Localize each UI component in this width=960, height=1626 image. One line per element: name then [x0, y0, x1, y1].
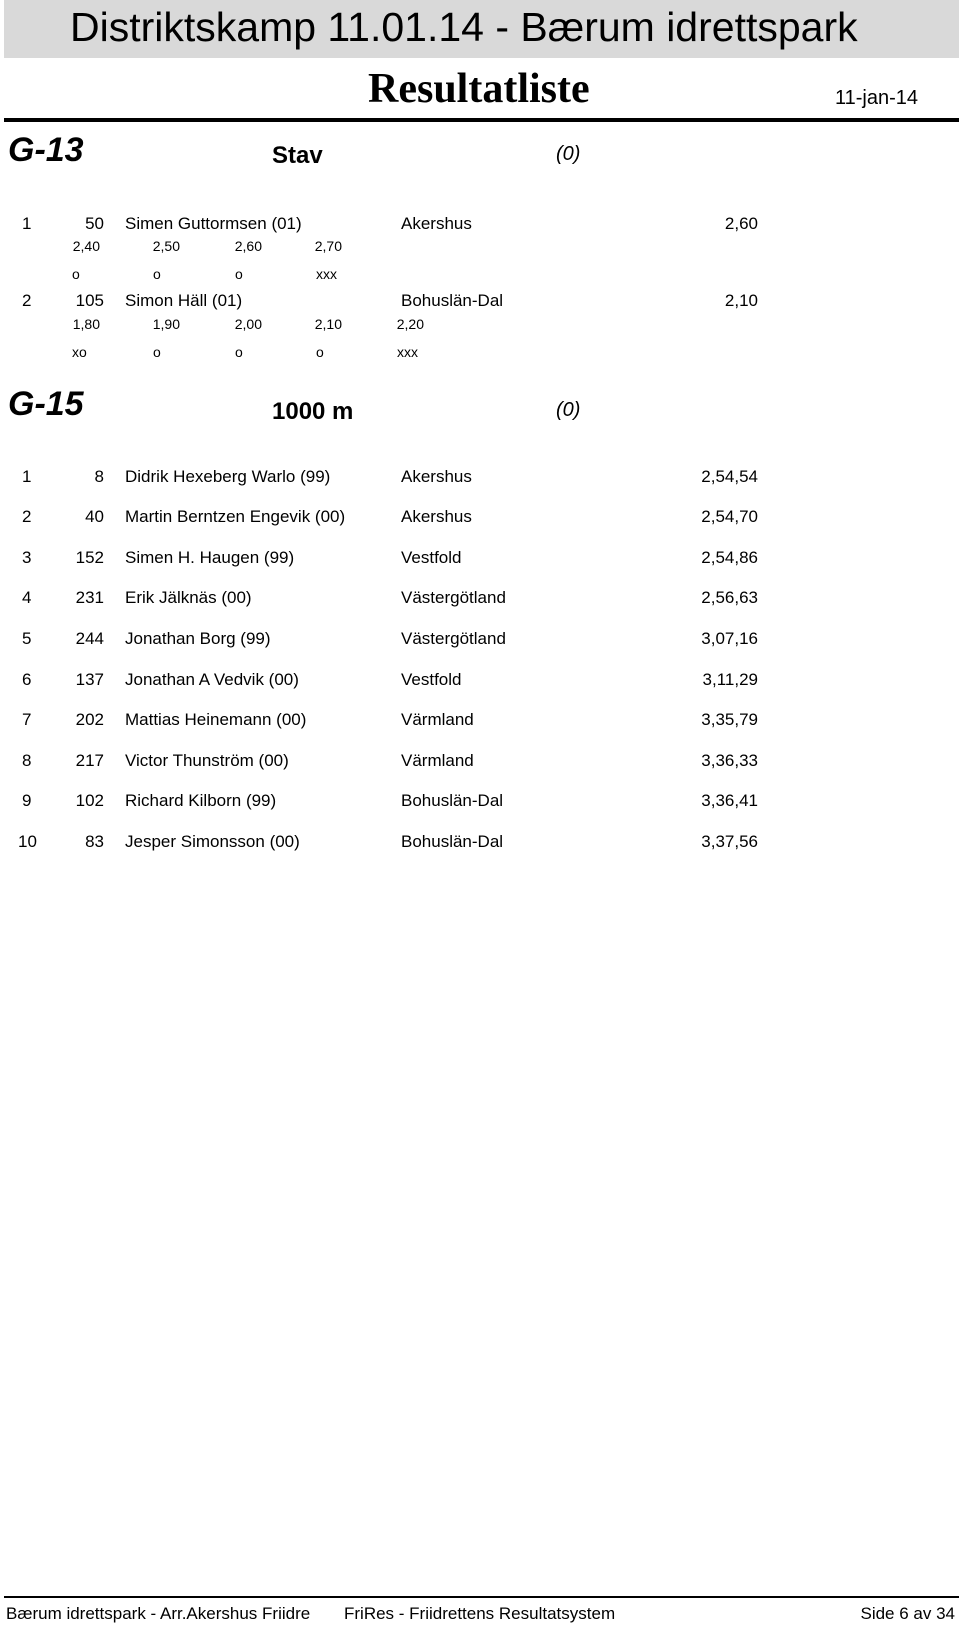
result-place: 3 [22, 548, 32, 567]
result-place: 4 [22, 588, 32, 607]
bar-height: 1,80 [72, 316, 100, 332]
section-group-label: G-13 [8, 131, 84, 169]
result-bib: 217 [75, 751, 104, 770]
result-place: 9 [22, 791, 32, 810]
result-place: 10 [18, 832, 37, 851]
result-bib: 105 [75, 291, 104, 310]
result-place: 1 [22, 467, 32, 486]
result-value: 3,36,33 [701, 751, 758, 770]
result-value: 2,10 [724, 291, 758, 310]
bar-height: 1,90 [152, 316, 180, 332]
result-bib: 231 [75, 588, 104, 607]
athlete-club: Västergötland [401, 629, 506, 648]
athlete-club: Bohuslän-Dal [401, 291, 504, 310]
result-bib: 83 [85, 832, 104, 851]
result-place: 2 [22, 507, 32, 526]
athlete-name: Simon Häll (01) [125, 291, 243, 310]
athlete-club: Vestfold [401, 670, 462, 689]
result-place: 6 [22, 670, 32, 689]
footer-page-number: Side 6 av 34 [860, 1604, 955, 1623]
athlete-name: Erik Jälknäs (00) [125, 588, 252, 607]
result-value: 3,07,16 [701, 629, 758, 648]
athlete-club: Vestfold [401, 548, 462, 567]
result-bib: 40 [85, 507, 104, 526]
attempt-mark: o [235, 266, 243, 282]
athlete-club: Västergötland [401, 588, 506, 607]
athlete-name: Jonathan Borg (99) [125, 629, 271, 648]
bar-height: 2,70 [314, 238, 342, 254]
result-place: 5 [22, 629, 32, 648]
footer-venue: Bærum idrettspark - Arr.Akershus Friidre [6, 1604, 311, 1623]
athlete-name: Simen Guttormsen (01) [125, 214, 302, 233]
attempt-mark: xxx [397, 344, 418, 360]
result-place: 7 [22, 710, 32, 729]
athlete-name: Martin Berntzen Engevik (00) [125, 507, 346, 526]
bar-height: 2,10 [314, 316, 342, 332]
attempt-mark: o [153, 344, 161, 360]
result-bib: 50 [85, 214, 104, 233]
result-bib: 152 [75, 548, 104, 567]
result-value: 3,36,41 [701, 791, 758, 810]
result-place: 8 [22, 751, 32, 770]
header-divider [4, 118, 959, 122]
bar-height: 2,40 [72, 238, 100, 254]
footer-system: FriRes - Friidrettens Resultatsystem [344, 1604, 616, 1623]
athlete-club: Värmland [401, 751, 474, 770]
athlete-club: Värmland [401, 710, 474, 729]
attempt-mark: o [235, 344, 243, 360]
title-banner [4, 0, 959, 58]
meet-title: Distriktskamp 11.01.14 - Bærum idrettspark [70, 4, 858, 50]
section-event-name: Stav [272, 142, 323, 169]
bar-height: 2,00 [234, 316, 262, 332]
result-value: 2,60 [724, 214, 758, 233]
result-bib: 8 [94, 467, 104, 486]
result-value: 2,54,54 [701, 467, 758, 486]
attempt-mark: xo [72, 344, 87, 360]
section-participant-count: (0) [556, 399, 581, 421]
result-place: 1 [22, 214, 32, 233]
athlete-club: Akershus [401, 507, 472, 526]
athlete-name: Richard Kilborn (99) [125, 791, 277, 810]
athlete-club: Akershus [401, 467, 472, 486]
result-bib: 102 [75, 791, 104, 810]
result-value: 3,35,79 [701, 710, 758, 729]
section-event-name: 1000 m [272, 398, 354, 425]
result-value: 2,54,70 [701, 507, 758, 526]
section-participant-count: (0) [556, 143, 581, 165]
bar-height: 2,50 [152, 238, 180, 254]
athlete-name: Didrik Hexeberg Warlo (99) [125, 467, 331, 486]
athlete-club: Akershus [401, 214, 472, 233]
athlete-name: Jesper Simonsson (00) [125, 832, 300, 851]
list-date: 11-jan-14 [835, 87, 919, 109]
result-bib: 244 [75, 629, 104, 648]
result-value: 2,56,63 [701, 588, 758, 607]
athlete-club: Bohuslän-Dal [401, 791, 504, 810]
result-value: 3,37,56 [701, 832, 758, 851]
athlete-club: Bohuslän-Dal [401, 832, 504, 851]
athlete-name: Mattias Heinemann (00) [125, 710, 307, 729]
athlete-name: Victor Thunström (00) [125, 751, 289, 770]
attempt-mark: o [153, 266, 161, 282]
athlete-name: Jonathan A Vedvik (00) [125, 670, 299, 689]
attempt-mark: o [316, 344, 324, 360]
athlete-name: Simen H. Haugen (99) [125, 548, 295, 567]
bar-height: 2,20 [396, 316, 424, 332]
result-value: 3,11,29 [702, 670, 758, 689]
list-title: Resultatliste [368, 66, 590, 112]
result-bib: 202 [75, 710, 104, 729]
attempt-mark: o [72, 266, 80, 282]
section-group-label: G-15 [8, 385, 84, 423]
result-value: 2,54,86 [701, 548, 758, 567]
result-place: 2 [22, 291, 32, 310]
attempt-mark: xxx [316, 266, 337, 282]
footer-divider [4, 1596, 959, 1598]
result-bib: 137 [75, 670, 104, 689]
bar-height: 2,60 [234, 238, 262, 254]
